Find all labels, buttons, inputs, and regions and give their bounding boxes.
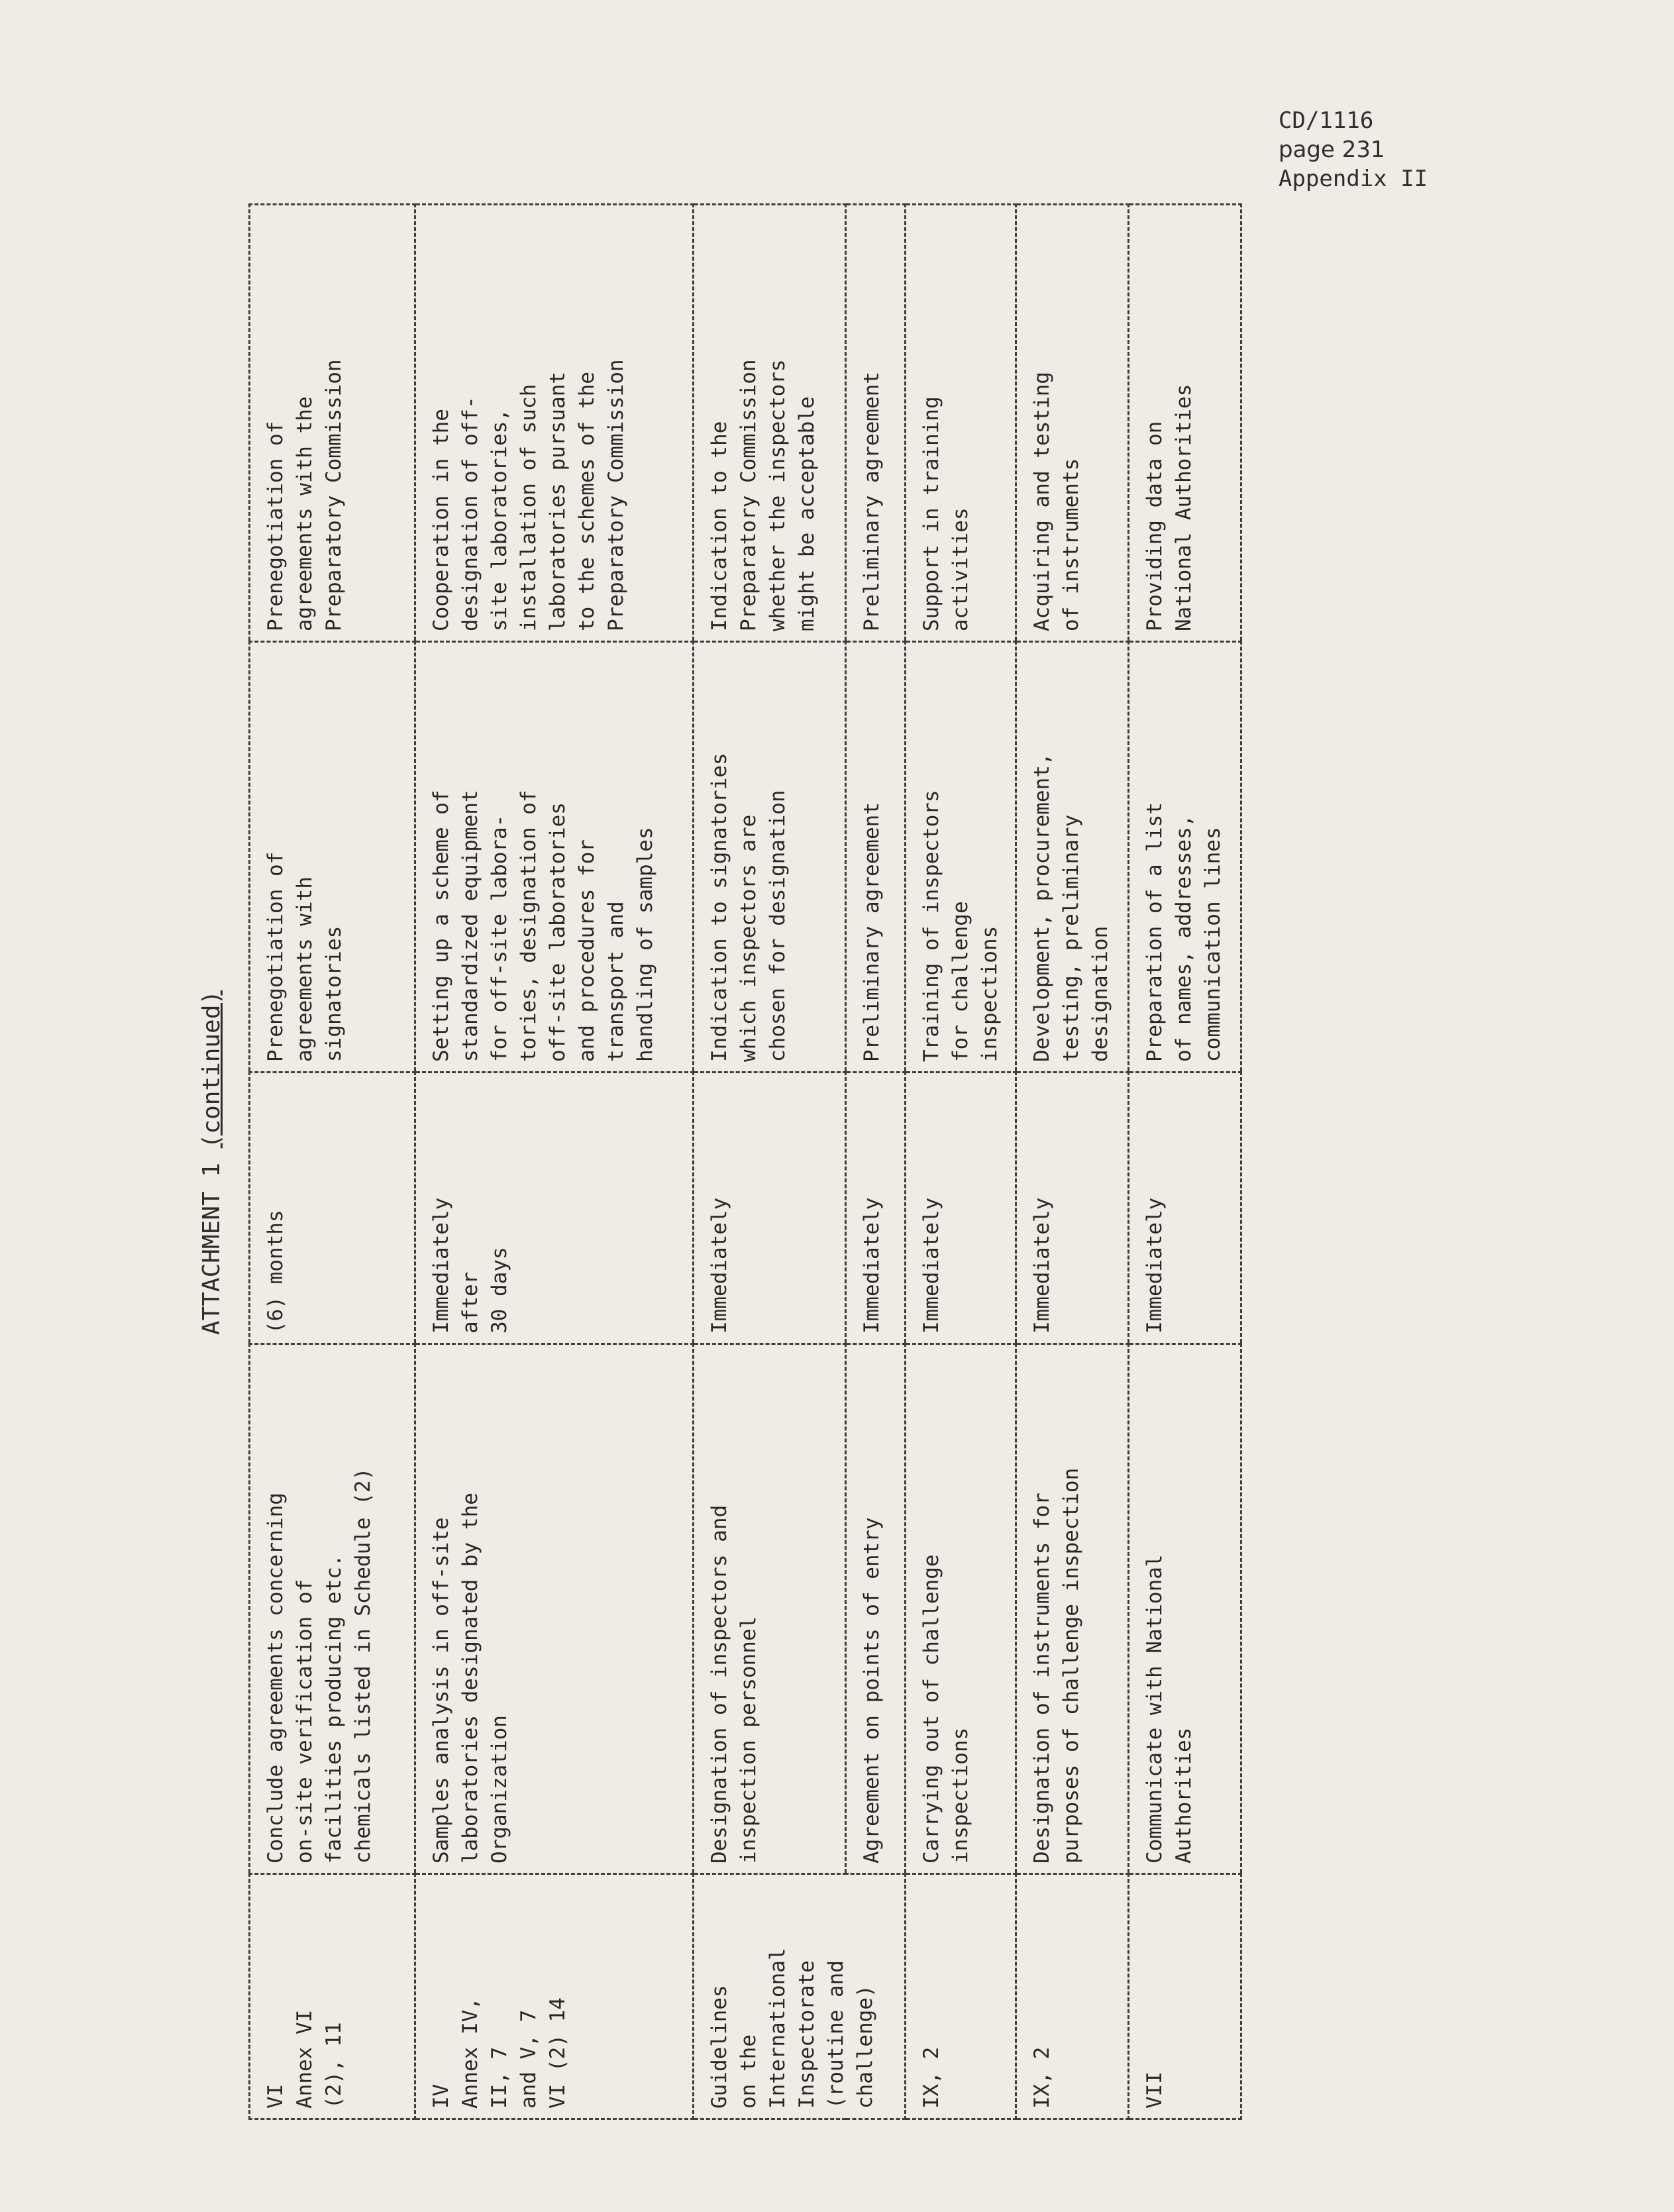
reference-cell: IV Annex IV, II, 7 and V, 7 VI (2) 14	[415, 1874, 694, 2119]
signatories-cell: Preparation of a list of names, addresses, communication lines	[1129, 642, 1241, 1073]
timing-cell: Immediately	[906, 1073, 1016, 1344]
signatories-cell: Setting up a scheme of standardized equipment for off-site labora- tories, designation of off-site laboratories and procedures for transport and handling of samples	[415, 642, 694, 1073]
timing-cell: Immediately	[1129, 1073, 1241, 1344]
table-row	[415, 205, 694, 2119]
signatories-cell: Preliminary agreement	[846, 642, 906, 1073]
commission-cell: Indication to the Preparatory Commission whether the inspectors might be acceptable	[694, 205, 846, 642]
reference-cell: IX, 2	[1016, 1874, 1129, 2119]
action-cell: Conclude agreements concerning on-site verification of facilities producing etc. chemicals listed in Schedule (2)	[250, 1344, 415, 1874]
reference-cell: VI Annex VI (2), 11	[250, 1874, 415, 2119]
action-cell: Communicate with National Authorities	[1129, 1344, 1241, 1874]
signatories-cell: Development, procurement, testing, preliminary designation	[1016, 642, 1129, 1073]
attachment-continued: (continued)	[198, 990, 225, 1149]
action-cell: Samples analysis in off-site laboratories designated by the Organization	[415, 1344, 694, 1874]
action-cell: Designation of instruments for purposes of challenge inspection	[1016, 1344, 1129, 1874]
timing-cell: Immediately after 30 days	[415, 1073, 694, 1344]
commission-cell: Acquiring and testing of instruments	[1016, 205, 1129, 642]
reference-cell: VII	[1129, 1874, 1241, 2119]
page-number: page 231	[1279, 136, 1385, 163]
action-cell: Designation of inspectors and inspection personnel	[694, 1344, 846, 1874]
attachment-title	[185, 205, 238, 2120]
commission-cell: Cooperation in the designation of off- site laboratories, installation of such laboratories pursuant to the schemes of the Preparatory Commission	[415, 205, 694, 642]
signatories-cell: Prenegotiation of agreements with signatories	[250, 642, 415, 1073]
table-row	[694, 205, 846, 2119]
commission-cell: Providing data on National Authorities	[1129, 205, 1241, 642]
timing-cell: Immediately	[846, 1073, 906, 1344]
commission-cell: Preliminary agreement	[846, 205, 906, 642]
document-header	[1279, 106, 1491, 193]
timing-cell: (6) months	[250, 1073, 415, 1344]
table-row	[1016, 205, 1129, 2119]
appendix-label: Appendix II	[1279, 166, 1428, 192]
signatories-cell: Training of inspectors for challenge inspections	[906, 642, 1016, 1073]
schedule-table	[248, 203, 1242, 2120]
attachment-name: ATTACHMENT 1	[198, 1163, 225, 1336]
commission-cell: Support in training activities	[906, 205, 1016, 642]
commission-cell: Prenegotiation of agreements with the Preparatory Commission	[250, 205, 415, 642]
signatories-cell: Indication to signatories which inspectors are chosen for designation	[694, 642, 846, 1073]
rotated-content	[185, 205, 1305, 2120]
timing-cell: Immediately	[1016, 1073, 1129, 1344]
action-cell: Carrying out of challenge inspections	[906, 1344, 1016, 1874]
timing-cell: Immediately	[694, 1073, 846, 1344]
document-code: CD/1116	[1279, 107, 1374, 134]
table-row	[1129, 205, 1241, 2119]
reference-cell: Guidelines on the International Inspectorate (routine and challenge)	[694, 1874, 906, 2119]
table-row	[846, 205, 906, 2119]
table-row	[250, 205, 415, 2119]
table-row	[906, 205, 1016, 2119]
reference-cell: IX, 2	[906, 1874, 1016, 2119]
action-cell: Agreement on points of entry	[846, 1344, 906, 1874]
